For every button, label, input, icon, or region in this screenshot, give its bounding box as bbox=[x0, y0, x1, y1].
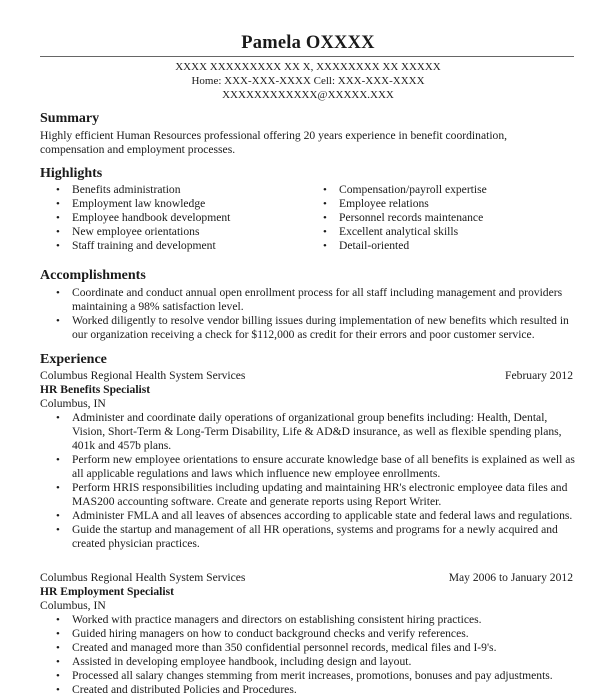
list-item: • Guide the startup and management of all HR operations, systems and programs for a newly acquired and created physician practices. bbox=[40, 523, 580, 551]
company-name: Columbus Regional Health System Services bbox=[40, 571, 246, 584]
job-company-row bbox=[40, 571, 573, 585]
list-item: • Created and distributed Policies and Procedures. bbox=[40, 683, 580, 697]
summary-line: compensation and employment processes. bbox=[40, 143, 236, 156]
header-divider bbox=[40, 56, 574, 57]
list-item: • Personnel records maintenance bbox=[307, 211, 557, 225]
address-line: XXXX XXXXXXXXX XX X, XXXXXXXX XX XXXXX bbox=[175, 61, 441, 73]
list-item: • Employee relations bbox=[307, 197, 557, 211]
list-item: • Excellent analytical skills bbox=[307, 225, 557, 239]
list-item: • Perform new employee orientations to ensure accurate knowledge base of all benefits is explained as well as all applicable regulations and laws which influence new employee enrollments. bbox=[40, 453, 580, 481]
summary-heading: Summary bbox=[40, 111, 100, 126]
accomplishments-heading: Accomplishments bbox=[40, 268, 146, 283]
candidate-name: Pamela OXXXX bbox=[241, 33, 375, 53]
job-duties-list bbox=[40, 411, 580, 551]
list-item: • Benefits administration bbox=[40, 183, 290, 197]
list-item: • Administer and coordinate daily operations of organizational group benefits including: Health, Dental, Vision, Short-Term & Long-Term Disability, Life & AD&D insurance, as well as flexible spending plans, 401k and 457b plans. bbox=[40, 411, 580, 453]
list-item: • Employment law knowledge bbox=[40, 197, 290, 211]
job-location: Columbus, IN bbox=[40, 397, 106, 410]
list-item: • Worked diligently to resolve vendor billing issues during implementation of new benefits which resulted in our organization receiving a check for $112,000 as credit for their errors and poor customer service. bbox=[40, 314, 580, 342]
job-duties-list bbox=[40, 613, 580, 697]
contact-block bbox=[0, 60, 616, 102]
job-title: HR Employment Specialist bbox=[40, 585, 174, 598]
list-item: • Employee handbook development bbox=[40, 211, 290, 225]
phone-line: Home: XXX-XXX-XXXX Cell: XXX-XXX-XXXX bbox=[191, 75, 425, 87]
highlights-heading: Highlights bbox=[40, 166, 103, 181]
company-name: Columbus Regional Health System Services bbox=[40, 369, 246, 382]
list-item: • New employee orientations bbox=[40, 225, 290, 239]
job-company-row bbox=[40, 369, 573, 383]
job-date: February 2012 bbox=[505, 369, 573, 382]
highlights-left-list bbox=[40, 183, 290, 253]
email-line: XXXXXXXXXXXX@XXXXX.XXX bbox=[222, 89, 394, 101]
highlights-right-list bbox=[307, 183, 557, 253]
list-item: • Perform HRIS responsibilities including updating and maintaining HR's electronic employee data files and MAS200 accounting software. Create and generate reports using Report Writer. bbox=[40, 481, 580, 509]
job-title: HR Benefits Specialist bbox=[40, 383, 151, 396]
list-item: • Detail-oriented bbox=[307, 239, 557, 253]
accomplishments-list bbox=[40, 286, 580, 342]
list-item: • Processed all salary changes stemming from merit increases, promotions, bonuses and pay adjustments. bbox=[40, 669, 580, 683]
list-item: • Assisted in developing employee handbook, including design and layout. bbox=[40, 655, 580, 669]
job-location: Columbus, IN bbox=[40, 599, 106, 612]
list-item: • Created and managed more than 350 confidential personnel records, medical files and I-9's. bbox=[40, 641, 580, 655]
list-item: • Compensation/payroll expertise bbox=[307, 183, 557, 197]
experience-heading: Experience bbox=[40, 352, 107, 367]
list-item: • Guided hiring managers on how to conduct background checks and verify references. bbox=[40, 627, 580, 641]
job-date: May 2006 to January 2012 bbox=[448, 571, 573, 584]
list-item: • Worked with practice managers and directors on establishing consistent hiring practices. bbox=[40, 613, 580, 627]
list-item: • Coordinate and conduct annual open enrollment process for all staff including management and providers maintaining a 98% satisfaction level. bbox=[40, 286, 580, 314]
list-item: • Administer FMLA and all leaves of absences according to applicable state and federal laws and regulations. bbox=[40, 509, 580, 523]
summary-line: Highly efficient Human Resources professional offering 20 years experience in benefit coordination, bbox=[40, 129, 508, 142]
summary-text bbox=[40, 129, 580, 157]
list-item: • Staff training and development bbox=[40, 239, 290, 253]
